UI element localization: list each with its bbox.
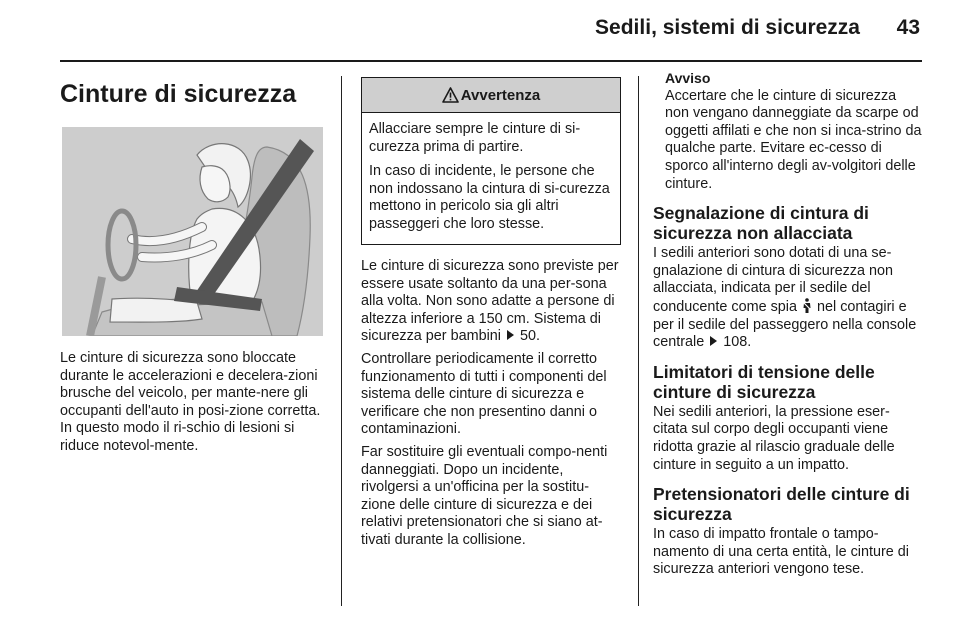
- warning-box: [361, 77, 621, 245]
- unbuckled-warning-paragraph: [653, 245, 923, 352]
- seatbelt-warning-icon: [802, 298, 812, 313]
- column-divider-2: [638, 76, 639, 606]
- page-reference-arrow-icon: [507, 330, 514, 340]
- warning-body: [362, 113, 620, 234]
- intro-paragraph: Le cinture di sicurezza sono bloccate durante le accelerazioni e decelera-zioni brusche del veicolo, per mante-nere gli occupanti dell'auto in posi-zione corretta. In questo modo il ri-schio di lesioni si riduce notevol-mente.: [60, 350, 321, 454]
- inspection-paragraph: Controllare periodicamente il corretto funzionamento di tutti i componenti del sistema delle cinture di sicurezza e verificare che non presentino danni o contaminazioni.: [361, 350, 607, 438]
- warning-paragraph-1: Allacciare sempre le cinture di si-curezza prima di partire.: [369, 121, 581, 155]
- pretensioners-heading: Pretensionatori delle cinture di sicurezza: [653, 484, 910, 525]
- warning-triangle-icon: [442, 87, 459, 103]
- page-reference-arrow-icon: [710, 336, 717, 346]
- load-limiters-heading: Limitatori di tensione delle cinture di sicurezza: [653, 361, 875, 402]
- warning-title: Avvertenza: [460, 86, 541, 104]
- unbuckled-warning-text-a: I sedili anteriori sono dotati di una se-gnalazione di cintura di sicurezza non allacciata, indicata per il sedile del conducente come spia: [653, 245, 893, 315]
- pretensioners-paragraph: In caso di impatto frontale o tampo-namento di una certa entità, le cinture di sicurezza anteriori vengono tese.: [653, 526, 909, 578]
- column-2-text: [361, 258, 623, 555]
- seatbelt-illustration: [62, 127, 323, 336]
- usage-paragraph: [361, 258, 623, 346]
- unbuckled-warning-heading: Segnalazione di cintura di sicurezza non allacciata: [653, 203, 869, 244]
- warning-header: [362, 78, 620, 113]
- usage-text: Le cinture di sicurezza sono previste per essere usate soltanto da una per-sona alla volta. Non sono adatte a persone di altezza inferiore a 150 cm. Sistema di sicurezza per bambini: [361, 258, 619, 345]
- note-text: Accertare che le cinture di sicurezza non vengano danneggiate da scarpe od oggetti affilati e che non si inca-strino da qualche parte. Evitare ec-cesso di sporco all'interno degli av-volgitori delle cinture.: [665, 87, 922, 192]
- unbuckled-warning-page-ref: 108.: [723, 334, 752, 351]
- column-divider-1: [341, 76, 342, 606]
- note-block: [653, 70, 923, 193]
- replacement-paragraph: Far sostituire gli eventuali compo-nenti danneggiati. Dopo un incidente, rivolgersi a un'officina per la sostitu-zione delle cinture di sicurezza e dei relativi pretensionatori che si siano at-tivati durante la collisione.: [361, 443, 608, 548]
- warning-paragraph-2: In caso di incidente, le persone che non indossano la cintura di si-curezza mettono in pericolo sia gli altri passeggeri che loro stesse.: [369, 163, 610, 232]
- load-limiters-paragraph: Nei sedili anteriori, la pressione eser-citata sul corpo degli occupanti viene ridotta grazie al rilascio graduale delle cinture in seguito a un impatto.: [653, 403, 895, 473]
- driver-wearing-seatbelt-image: [62, 127, 323, 336]
- unbuckled-warning-text-b: nel contagiri e per il sedile del passeggero nella console centrale: [653, 298, 917, 351]
- section-title: Cinture di sicurezza: [60, 80, 297, 108]
- running-header: Sedili, sistemi di sicurezza: [595, 16, 860, 39]
- usage-page-ref: 50.: [519, 328, 540, 345]
- page-number: 43: [896, 16, 920, 39]
- header-divider: [60, 60, 922, 62]
- column-3-text: [653, 70, 923, 584]
- note-title: Avviso: [665, 70, 711, 86]
